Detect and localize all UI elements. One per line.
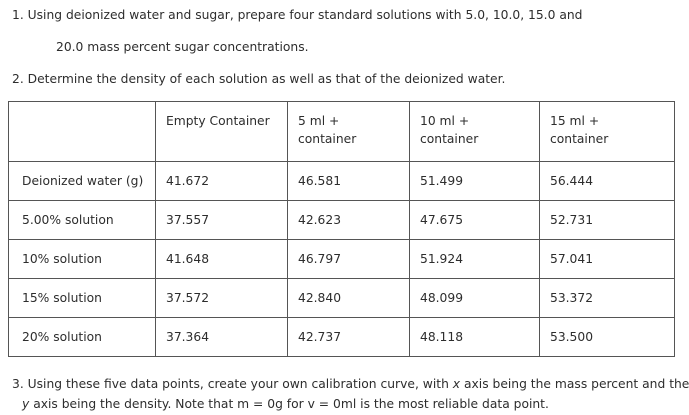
row-label: 5.00% solution	[9, 201, 156, 240]
header-15ml-text: 15 ml + container	[550, 114, 609, 146]
row-label: 15% solution	[9, 279, 156, 318]
step-3-part-a: 3. Using these five data points, create your own calibration curve, with	[12, 377, 453, 391]
density-data-table	[8, 101, 675, 357]
table-cell: 48.118	[410, 318, 540, 357]
table-cell: 57.041	[540, 240, 675, 279]
step-3-part-c: axis being the density. Note that m = 0g for v = 0ml is the most reliable data point.	[29, 397, 549, 411]
table-cell: 48.099	[410, 279, 540, 318]
table-cell: 41.648	[156, 240, 288, 279]
table-row	[9, 201, 675, 240]
row-label: Deionized water (g)	[9, 162, 156, 201]
table-cell: 53.500	[540, 318, 675, 357]
row-label: 20% solution	[9, 318, 156, 357]
table-cell: 42.840	[288, 279, 410, 318]
step-1-text: 1. Using deionized water and sugar, prepare four standard solutions with 5.0, 10.0, 15.0 and	[12, 8, 583, 22]
table-cell: 37.557	[156, 201, 288, 240]
step-3-continuation	[22, 397, 549, 412]
table-cell: 51.924	[410, 240, 540, 279]
header-cell-10ml	[410, 102, 540, 162]
header-5ml-text: 5 ml + container	[298, 114, 357, 146]
step-3-y-var: y	[22, 397, 30, 411]
header-cell-15ml	[540, 102, 675, 162]
table-cell: 46.581	[288, 162, 410, 201]
table-cell: 52.731	[540, 201, 675, 240]
table-cell: 51.499	[410, 162, 540, 201]
header-10ml-text: 10 ml + container	[420, 114, 479, 146]
step-3-text	[12, 377, 689, 392]
table-cell: 42.737	[288, 318, 410, 357]
header-cell-5ml	[288, 102, 410, 162]
table-cell: 41.672	[156, 162, 288, 201]
table-cell: 37.572	[156, 279, 288, 318]
table-cell: 37.364	[156, 318, 288, 357]
table-cell: 56.444	[540, 162, 675, 201]
table-row	[9, 162, 675, 201]
header-cell-blank	[9, 102, 156, 162]
table-row	[9, 318, 675, 357]
step-1-continuation: 20.0 mass percent sugar concentrations.	[56, 40, 309, 54]
table-row	[9, 240, 675, 279]
table-header-row	[9, 102, 675, 162]
row-label: 10% solution	[9, 240, 156, 279]
table-cell: 46.797	[288, 240, 410, 279]
step-3-x-var: x	[452, 377, 461, 391]
table-cell: 42.623	[288, 201, 410, 240]
step-3-part-b: axis being the mass percent and the	[460, 377, 689, 391]
table-row	[9, 279, 675, 318]
header-cell-empty-container: Empty Container	[156, 102, 288, 162]
step-2-text: 2. Determine the density of each solution as well as that of the deionized water.	[12, 72, 506, 86]
table-cell: 53.372	[540, 279, 675, 318]
table-cell: 47.675	[410, 201, 540, 240]
